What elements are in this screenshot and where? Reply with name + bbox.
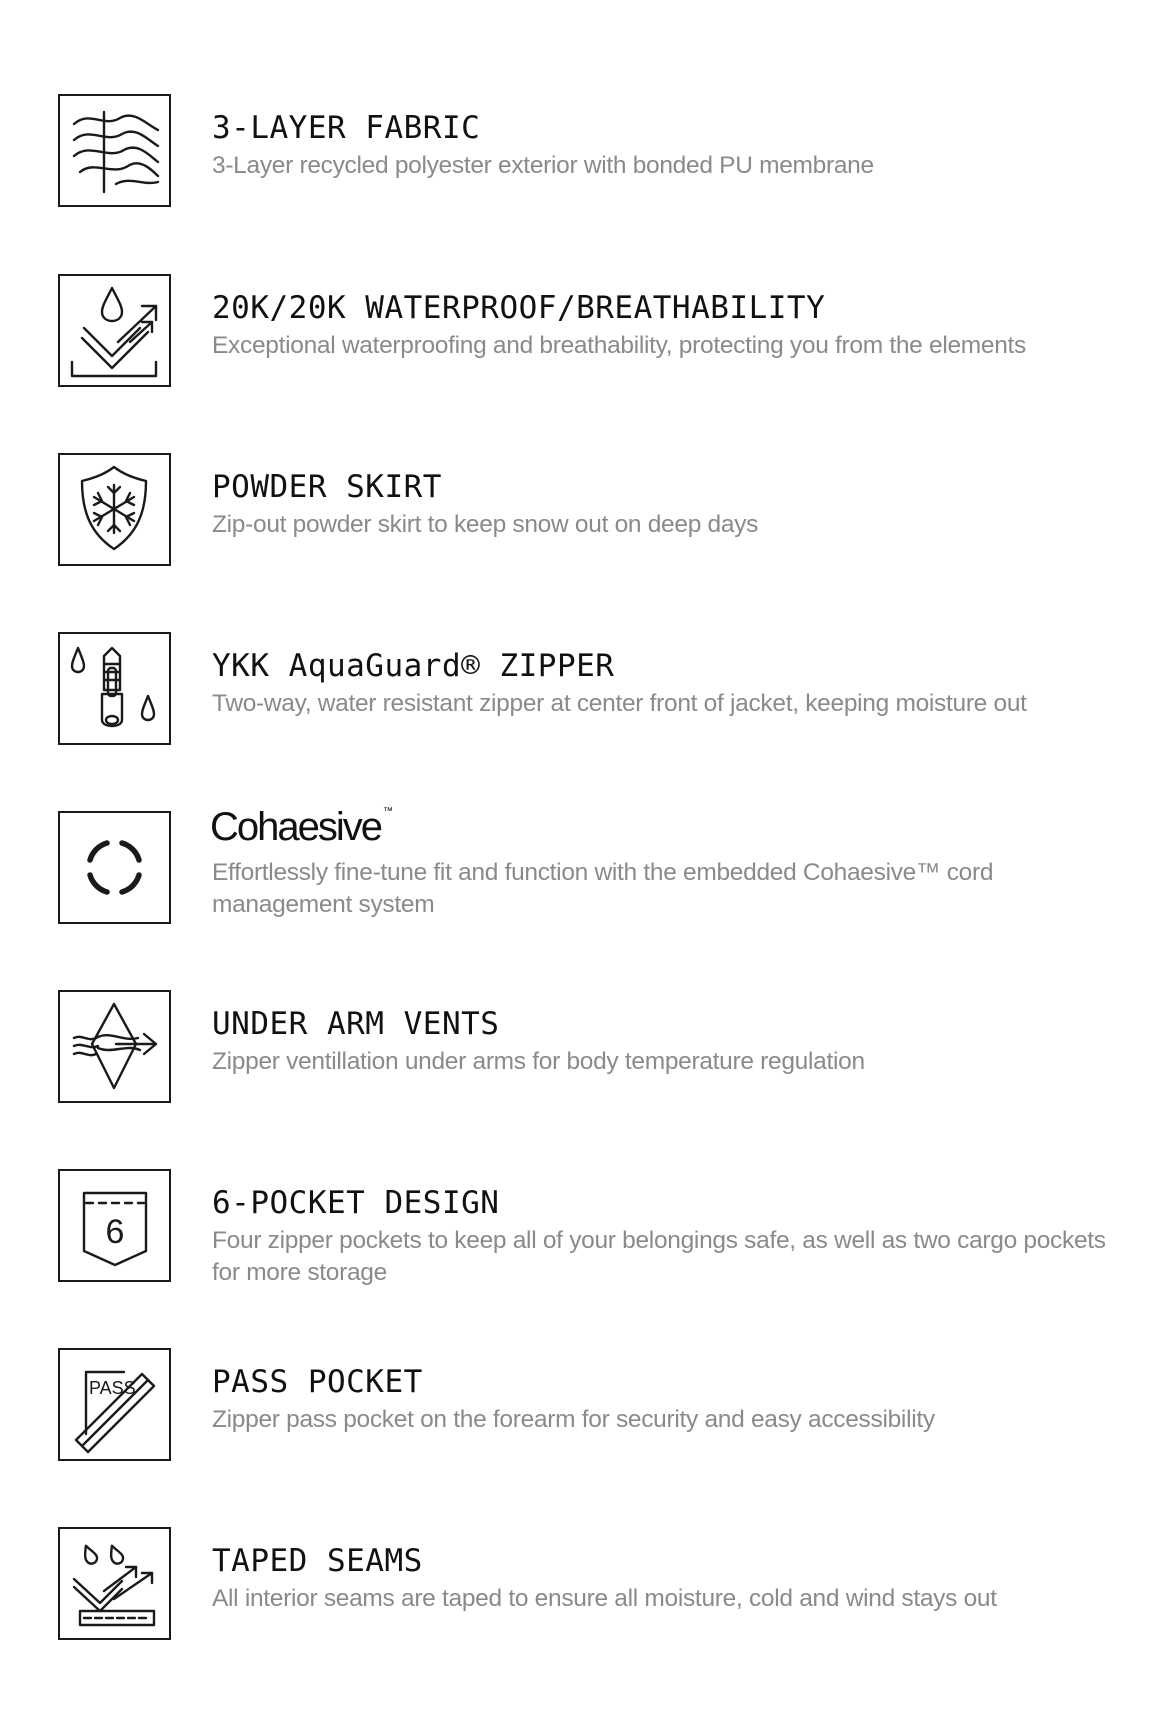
- cohaesive-logo: Cohaesive ™: [210, 805, 394, 849]
- feature-description: Effortlessly fine-tune fit and function with the embedded Cohaesive™ cord management system: [212, 859, 994, 918]
- feature-title: YKK AquaGuard® ZIPPER: [212, 648, 615, 684]
- feature-description: 3-Layer recycled polyester exterior with bonded PU membrane: [212, 152, 874, 179]
- pocket-six-icon: [58, 1169, 171, 1282]
- zipper-drops-icon: [58, 632, 171, 745]
- feature-description: Zipper pass pocket on the forearm for security and easy accessibility: [212, 1406, 935, 1433]
- waterproof-breathable-icon: [58, 274, 171, 387]
- feature-description: Four zipper pockets to keep all of your belongings safe, as well as two cargo pockets for more storage: [212, 1227, 1106, 1286]
- feature-description: Zip-out powder skirt to keep snow out on deep days: [212, 511, 759, 538]
- feature-description: Exceptional waterproofing and breathability, protecting you from the elements: [212, 332, 1027, 359]
- airflow-vent-icon: [58, 990, 171, 1103]
- feature-title: 20K/20K WATERPROOF/BREATHABILITY: [212, 290, 826, 326]
- pass-label-text: PASS: [89, 1378, 136, 1398]
- feature-description: All interior seams are taped to ensure all moisture, cold and wind stays out: [212, 1585, 997, 1612]
- feature-title: 6-POCKET DESIGN: [212, 1185, 500, 1221]
- feature-title: PASS POCKET: [212, 1364, 423, 1400]
- feature-description: Two-way, water resistant zipper at center front of jacket, keeping moisture out: [212, 690, 1027, 717]
- feature-title: TAPED SEAMS: [212, 1543, 423, 1579]
- pocket-number-text: 6: [105, 1213, 125, 1251]
- snowflake-shield-icon: [58, 453, 171, 566]
- feature-title: 3-LAYER FABRIC: [212, 110, 481, 146]
- feature-title: POWDER SKIRT: [212, 469, 442, 505]
- feature-title: UNDER ARM VENTS: [212, 1006, 500, 1042]
- layered-fabric-icon: [58, 94, 171, 207]
- feature-description: Zipper ventillation under arms for body temperature regulation: [212, 1048, 865, 1075]
- cord-circle-icon: [58, 811, 171, 924]
- pass-card-icon: [58, 1348, 171, 1461]
- taped-seams-icon: [58, 1527, 171, 1640]
